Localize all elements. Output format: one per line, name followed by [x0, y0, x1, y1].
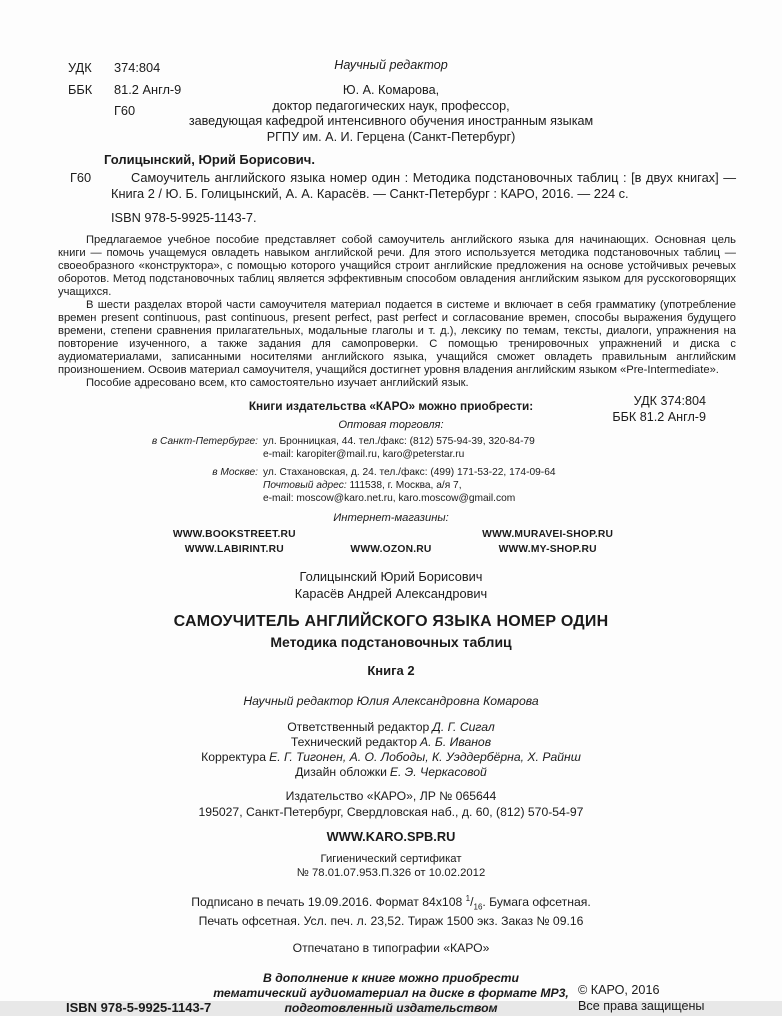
publisher-line: Издательство «КАРО», ЛР № 065644 [285, 789, 497, 804]
science-editor-degree: доктор педагогических наук, профессор, [272, 98, 510, 113]
science-editor-university: РГПУ им. А. И. Герцена (Санкт-Петербург) [266, 130, 516, 145]
print-date-pre: Подписано в печать 19.09.2016. Формат 84х108 [191, 894, 466, 909]
certificate-number: № 78.01.07.953.П.326 от 10.02.2012 [296, 866, 486, 879]
moscow-address: ул. Стахановская, д. 24. тел./факс: (499) 171-53-22, 174-09-64 [263, 467, 556, 479]
printed-at-line: Отпечатано в типографии «КАРО» [292, 940, 490, 955]
technical-editor-role: Технический редактор [290, 735, 418, 750]
print-date-post: . Бумага офсетная. [482, 894, 591, 909]
certificate-block [0, 853, 782, 881]
moscow-postal-line [263, 480, 674, 493]
editors-block [0, 720, 782, 780]
addendum-line-1: В дополнение к книге можно приобрести [263, 971, 519, 986]
copyright-block [578, 983, 705, 1015]
purchase-heading: Книги издательства «КАРО» можно приобрести: [248, 399, 534, 414]
book-title: САМОУЧИТЕЛЬ АНГЛИЙСКОГО ЯЗЫКА НОМЕР ОДИН [173, 613, 609, 631]
science-editor-chair: заведующая кафедрой интенсивного обучения иностранным языкам [188, 114, 594, 129]
spb-address: ул. Бронницкая, 44. тел./факс: (812) 575-94-39, 320-84-79 [263, 436, 535, 448]
catalog-code: Г60 [70, 169, 92, 185]
science-editor-line: Научный редактор Юлия Александровна Комарова [243, 694, 539, 709]
responsible-editor-role: Ответственный редактор [287, 720, 430, 735]
udk-row [68, 57, 181, 79]
shop-labirint: WWW.LABIRINT.RU [184, 543, 284, 555]
format-fraction-slash: / [470, 894, 474, 909]
book-number: Книга 2 [367, 663, 415, 679]
isbn-bottom: ISBN 978-5-9925-1143-7 [66, 999, 212, 1015]
author-code: Г60 [114, 103, 136, 118]
spb-label: в Санкт-Петербурге: [151, 436, 258, 448]
publisher-block [0, 789, 782, 820]
print-date-line [0, 891, 782, 915]
annotation-paragraph-2: В шести разделах второй части самоучителя материал подается в системе и включает в себя грамматику (употребление времен present continuous, past continuous, present perfect, past perfect и согласование времен, способы выражения будущего времени, степени сравнения прилагательных, модальные глаголы и т. д.), лексику по темам, тексты, диалоги, упражнения на повторение изученного, а также задания для самопроверки. С помощью тренировочных упражнений и диска с аудиоматериалами, записанными носителями английского языка, учащийся сможет овладеть правильным английским произношением. Освоив материал самоучителя, учащийся достигнет уровня владения английским языком «Pre-Intermediate». [58, 299, 736, 377]
certificate-heading: Гигиенический сертификат [320, 853, 462, 866]
online-shops-heading: Интернет-магазины: [333, 512, 449, 525]
udk-label: УДК [68, 60, 92, 75]
proofreading-line [0, 750, 782, 765]
shop-bookstreet: WWW.BOOKSTREET.RU [172, 529, 296, 541]
format-fraction-denominator: 16 [473, 902, 483, 912]
cover-design-line [0, 765, 782, 780]
annotation-paragraph-3: Пособие адресовано всем, кто самостоятельно изучает английский язык. [86, 377, 469, 390]
addendum-line-2: тематический аудиоматериал на диске в формате MP3, [213, 986, 569, 1001]
proofreading-role: Корректура [201, 750, 267, 765]
author-name-2: Карасёв Андрей Александрович [294, 585, 488, 601]
postal-address-value: 111538, г. Москва, а/я 7, [349, 479, 462, 491]
science-editor-heading: Научный редактор [334, 58, 448, 72]
catalog-isbn: ISBN 978-5-9925-1143-7. [111, 210, 257, 226]
science-editor-name: Ю. А. Комарова, [342, 82, 440, 97]
print-info-block [0, 891, 782, 930]
catalog-author-heading: Голицынский, Юрий Борисович. [104, 151, 315, 167]
copyright-line: © КАРО, 2016 [578, 983, 660, 998]
cataloguing-codes-block [68, 57, 181, 122]
bbk-right: ББК 81.2 Англ-9 [612, 409, 706, 424]
online-shops-grid [156, 528, 626, 557]
udk-value: 374:804 [114, 60, 161, 75]
shop-ozon: WWW.OZON.RU [350, 543, 432, 555]
title-block [0, 613, 782, 678]
technical-editor-line [0, 735, 782, 750]
bbk-row [68, 79, 181, 101]
moscow-label: в Москве: [212, 467, 258, 479]
authors-block [0, 569, 782, 602]
bbk-label: ББК [68, 81, 93, 97]
moscow-address-block [263, 467, 674, 505]
bottom-strip [0, 968, 782, 1016]
format-fraction-numerator: 1 [465, 893, 471, 903]
wholesale-heading: Оптовая торговля: [338, 419, 444, 432]
book-subtitle: Методика подстановочных таблиц [270, 634, 512, 651]
catalog-entry-text: Самоучитель английского языка номер один : Методика подстановочных таблиц : [в двух книгах] — Книга 2 / Ю. Б. Голицынский, А. А. Карасёв. — Санкт-Петербург : КАРО, 2016. — 224 с. [111, 169, 736, 201]
cover-design-name: Е. Э. Черкасовой [389, 765, 487, 780]
addendum-line-3: подготовленный издательством [284, 1000, 498, 1015]
shops-grid-spacer [313, 528, 470, 543]
author-name-1: Голицынский Юрий Борисович [299, 569, 483, 585]
shop-muravei: WWW.MURAVEI-SHOP.RU [482, 529, 614, 541]
spb-email: e-mail: karopiter@mail.ru, karo@peterstar.ru [263, 448, 465, 460]
udk-right: УДК 374:804 [633, 394, 706, 409]
bbk-value: 81.2 Англ-9 [114, 81, 182, 97]
responsible-editor-name: Д. Г. Сигал [432, 720, 495, 735]
publisher-address: 195027, Санкт-Петербург, Свердловская наб., д. 60, (812) 570-54-97 [198, 804, 584, 819]
shop-myshop: WWW.MY-SHOP.RU [498, 543, 597, 555]
cover-design-role: Дизайн обложки [295, 765, 387, 780]
proofreading-names: Е. Г. Тигонен, А. О. Лободы, К. Уэддербёрна, Х. Райнш [269, 750, 581, 765]
rights-reserved-line: Все права защищены [578, 998, 705, 1013]
responsible-editor-line [0, 720, 782, 735]
addresses-grid [108, 436, 674, 505]
annotation-block [58, 234, 736, 390]
postal-address-label: Почтовый адрес: [263, 479, 347, 491]
catalog-entry-block [70, 169, 736, 226]
moscow-email: e-mail: moscow@karo.net.ru, karo.moscow@gmail.com [263, 492, 516, 504]
print-run-line: Печать офсетная. Усл. печ. л. 23,52. Тираж 1500 экз. Заказ № 09.16 [198, 914, 584, 929]
technical-editor-name: А. Б. Иванов [420, 735, 492, 750]
spb-address-block [263, 436, 674, 461]
annotation-paragraph-1: Предлагаемое учебное пособие представляет собой самоучитель английского языка для начинающих. Основная цель книги — помочь учащемуся овладеть навыком английской речи. Для этого используется методика подстановочных таблиц — своеобразного «конструктора», с помощью которого учащийся строит английские предложения на основе устойчивых речевых оборотов. Метод подстановочных таблиц является эффективным способом овладения английским языком для русскоговорящих учащихся. [58, 234, 736, 299]
publisher-website: WWW.KARO.SPB.RU [326, 829, 456, 845]
